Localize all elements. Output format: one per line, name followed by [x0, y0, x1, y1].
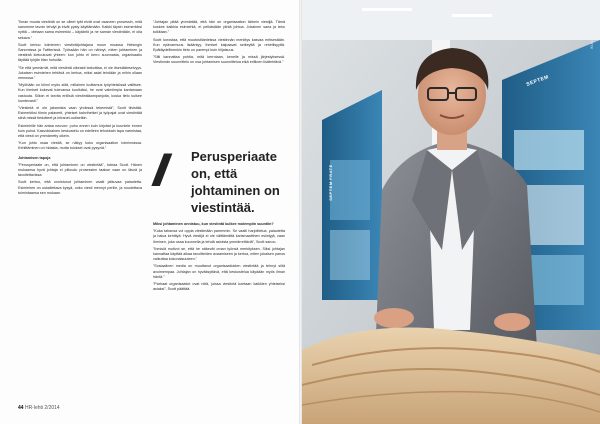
ceiling-light	[452, 14, 492, 17]
paragraph: Scott kertoo toimineen viestintäjohtajana muun muassa Helsingin Sanomissa ja Twitterissä. Työssään hän on nähnyt, miten johtaminen ja viestintä kietoutuvat yhteen: kun johto ei kerro suunnasta, organisaatio täyttää tyhjän tilan huhuilla.	[18, 42, 142, 63]
page-number: 44	[18, 405, 24, 411]
photo-credit: KUVA: KAI WIDENIUS	[590, 6, 594, 49]
article-column-2-lower	[153, 218, 285, 294]
ceiling-light	[362, 8, 412, 11]
quote-marks: //	[153, 146, 160, 195]
subheading: Johtamisen tapoja	[18, 155, 51, 160]
paragraph: "Sosiaalinen media on muuttanut organisaatioiden viestintää ja tehnyt siitä avoimempaa. Johtajan on hyväksyttävä, että keskustelua käydään myös ilman häntä."	[153, 264, 285, 279]
paragraph: "Parhaat organisaatiot ovat niitä, joissa viestintä koetaan kaikkien yhteiseksi asiaksi", Scott päättää.	[153, 282, 285, 292]
paragraph: "Johtajan pitää ymmärtää, että hän on organisaation tärkein viestijä. Tämä koskee kaikkia esimiehiä, ei pelkästään ylintä johtoa. Jokainen sana ja teko tulkitaan."	[153, 20, 285, 35]
board-label: SEPTEM FRATE	[327, 164, 333, 201]
man-left-hand	[374, 308, 414, 328]
pull-quote-text: Perusperiaate on, että johtaminen on viestintää.	[191, 149, 280, 215]
board-panel	[327, 160, 370, 220]
board-panel	[514, 130, 584, 170]
paragraph: Scott korostaa, että muutostilanteissa viestinnän merkitys kasvaa entisestään. Kun epävarmuus lisääntyy, ihmiset kaipaavat selkeyttä ja rehellisyyttä. Epätäydellinenkin tieto on parempi kuin hiljaisuus.	[153, 37, 285, 53]
board-panel	[330, 230, 370, 280]
paragraph: "Silti kannattaa pohtia, mitä kerrotaan, kenelle ja missä järjestyksessä. Viestinnän suunnittelu on osa johtamisen suunnittelua eikä erillinen lisätehtävä."	[153, 55, 285, 65]
paragraph: "Myöhään on kiinni myös siitä, millainen luottamus työyhteisössä vallitsee. Kun ihmiset kokevat tulevansa kuulluiksi, he ovat valmiimpia kantamaan vastuuta. Silloin ei tarvita erillisiä viestintäkampanjoita, koska tieto kulkee luontevasti."	[18, 83, 142, 103]
paragraph: "Se että ymmärrät, mitä viestintä oikeasti tarkoittaa, ei ole itsestäänselvyys. Jokaisen esimiehen tehtävä on kertoa, miksi asiat tehdään ja mihin ollaan menossa."	[18, 65, 142, 81]
man-right-hand	[494, 313, 530, 331]
subheading: Miksi johtaminen onnistuu, kun viestintä kulkee molempiin suuntiin?	[153, 222, 274, 226]
board-label: SEPTEM	[525, 74, 550, 88]
paragraph: "Perusperiaate on, että johtaminen on viestintää", toteaa Scott. Hänen mukaansa hyvä johtaja ei piiloudu prosessien taakse vaan on läsnä ja tavoitettavissa.	[18, 162, 142, 178]
portrait-photo	[302, 0, 600, 424]
ceiling	[302, 0, 600, 40]
paragraph: "Kun johto osaa viestiä, se näkyy koko organisaation toiminnassa. Kehittäminen on hidasta, mutta tulokset ovat pysyviä."	[18, 141, 142, 151]
paragraph: "Kuka tahansa voi oppia viestimään paremmin. Se vaatii harjoittelua, palautetta ja halua kehittyä. Hyvä viestijä ei ole välttämättä karismaattinen esiintyjä, vaan ihminen, joka osaa kuunnella ja tehdä asioista ymmärrettäviä", Scott sanoo.	[153, 229, 285, 244]
article-column-1	[18, 20, 142, 198]
paragraph: Esimiehille hän antaa neuvon: puhu ennen kuin kirjoitat ja kuuntele ennen kuin puhut. Kasvokkainen keskustelu on edelleen tehokkain tapa varmistaa, että viesti on ymmärretty oikein.	[18, 123, 142, 139]
paragraph: "Viestintä ei ole jakamista vaan yhdessä tekemistä", Scott tiivistää. Esimerkiksi tiimin palaverit, yhteiset kahvihetket ja työpajat ovat viestintää siinä missä tiedotteet ja intranet-uutisetkin.	[18, 106, 142, 121]
paragraph: "Ilman muuta viestintä on se olleet tyät eivät ovat osaneen prosessin, mitä sanomme tavoin tehdyt ja eivät pysty käyttämään. Kaikki täysin esimerkiksi nyttiä – otetaan sama esimerkki – käytäntö ja ne saman viestintään, ei olla sekava."	[18, 20, 142, 40]
paragraph: "Ihmisiä motivoi se, että he näkevät oman työnsä merkityksen. Siksi johtajan kannattaa käyttää aikaa tavoitteiden avaamiseen ja kertoa, miten jokaisen panos vaikuttaa kokonaisuuteen."	[153, 246, 285, 262]
page-footer	[18, 405, 60, 411]
right-page-photo	[302, 0, 600, 424]
paragraph: Scott kertoo, että onnistunut johtaminen vaatii jatkuvaa palautetta. Esimiehen on uskallettava kysyä, onko viesti mennyt perille, ja muutettava toimintaansa sen mukaan.	[18, 180, 142, 195]
magazine-name: HR-lehti 2/2014	[24, 405, 60, 411]
article-column-2	[153, 20, 285, 68]
